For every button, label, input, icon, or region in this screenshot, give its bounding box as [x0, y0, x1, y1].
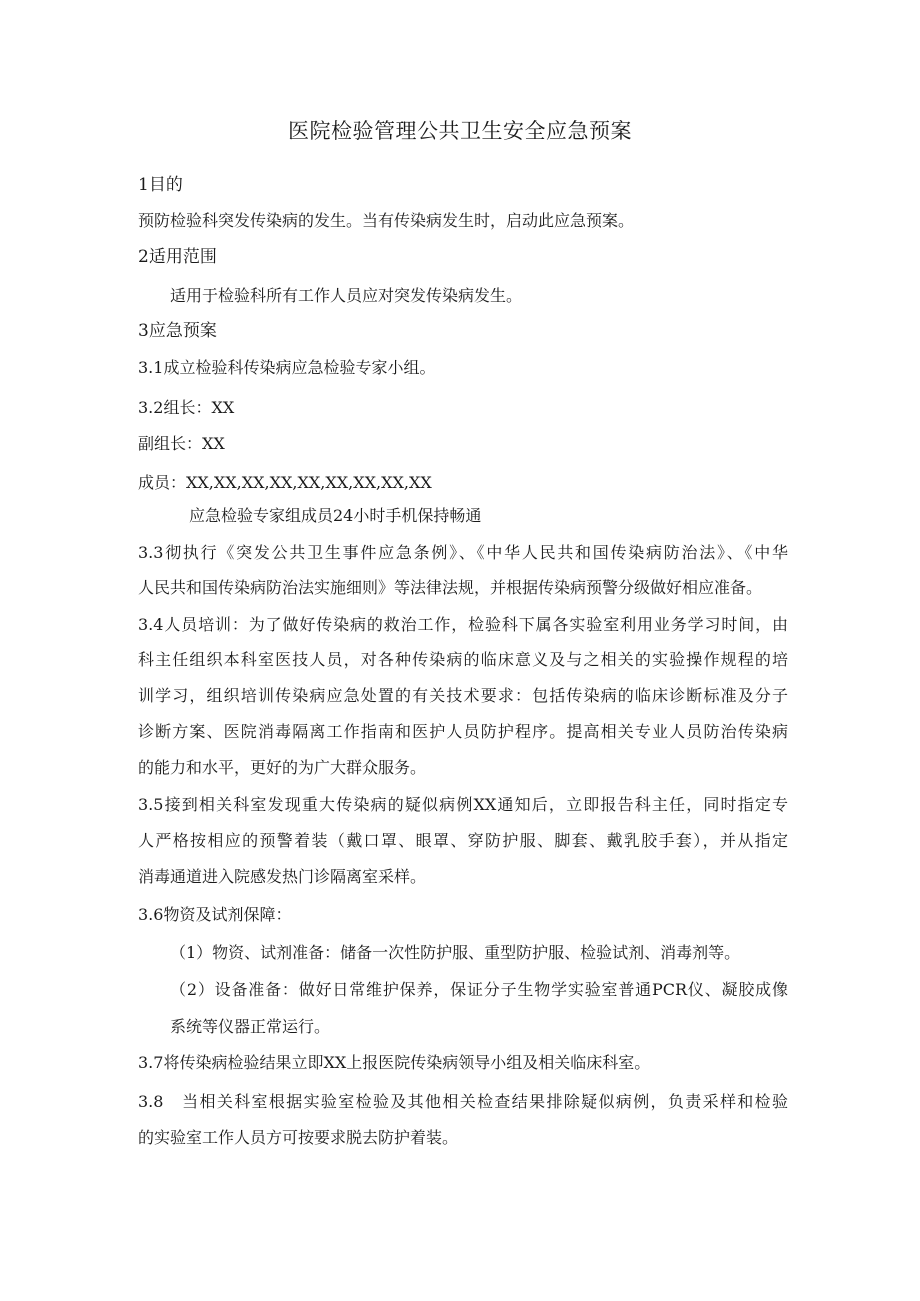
- members-line: 成员：XX,XX,XX,XX,XX,XX,XX,XX,XX: [138, 473, 432, 492]
- clause-3-2: 3.2组长：XX: [138, 398, 235, 417]
- clause-3-3-line: 人民共和国传染病防治法实施细则》等法律法规，并根据传染病预警分级做好相应准备。: [138, 578, 763, 597]
- clause-3-4-line: 科主任组织本科室医技人员，对各种传染病的临床意义及与之相关的实验操作规程的培: [138, 650, 788, 669]
- contact-note: 应急检验专家组成员24小时手机保持畅通: [189, 506, 482, 525]
- clause-3-4-line: 训学习，组织培训传染病应急处置的有关技术要求：包括传染病的临床诊断标准及分子: [138, 686, 788, 705]
- clause-3-5-line: 人严格按相应的预警着装（戴口罩、眼罩、穿防护服、脚套、戴乳胶手套），并从指定: [138, 831, 788, 850]
- section-heading-plan: 3应急预案: [138, 321, 217, 341]
- clause-3-1: 3.1成立检验科传染病应急检验专家小组。: [138, 358, 436, 377]
- clause-3-6-item-1: （1）物资、试剂准备：储备一次性防护服、重型防护服、检验试剂、消毒剂等。: [170, 943, 741, 962]
- clause-3-4-line: 3.4人员培训：为了做好传染病的救治工作，检验科下属各实验室利用业务学习时间，由: [138, 615, 788, 634]
- clause-3-8-line: 3.8 当相关科室根据实验室检验及其他相关检查结果排除疑似病例，负责采样和检验: [138, 1092, 788, 1111]
- clause-3-5-line: 消毒通道进入院感发热门诊隔离室采样。: [138, 867, 427, 886]
- section-heading-purpose: 1目的: [138, 175, 183, 195]
- clause-3-6-item-2-line: （2）设备准备：做好日常维护保养，保证分子生物学实验室普通PCR仪、凝胶成像: [170, 980, 788, 999]
- document-title: 医院检验管理公共卫生安全应急预案: [288, 119, 632, 143]
- clause-3-8-line: 的实验室工作人员方可按要求脱去防护着装。: [138, 1128, 459, 1147]
- clause-3-3-line: 3.3彻执行《突发公共卫生事件应急条例》、《中华人民共和国传染病防治法》、《中华: [138, 543, 788, 562]
- clause-3-7: 3.7将传染病检验结果立即XX上报医院传染病领导小组及相关临床科室。: [138, 1053, 651, 1072]
- paragraph-line: 适用于检验科所有工作人员应对突发传染病发生。: [170, 286, 523, 305]
- deputy-leader-line: 副组长：XX: [138, 434, 225, 453]
- clause-3-5-line: 3.5接到相关科室发现重大传染病的疑似病例XX通知后，立即报告科主任，同时指定专: [138, 795, 788, 814]
- clause-3-6-item-2-line: 系统等仪器正常运行。: [170, 1017, 331, 1036]
- paragraph-line: 预防检验科突发传染病的发生。当有传染病发生时，启动此应急预案。: [138, 211, 635, 230]
- section-heading-scope: 2适用范围: [138, 247, 217, 267]
- clause-3-6: 3.6物资及试剂保障：: [138, 905, 292, 924]
- clause-3-4-line: 诊断方案、医院消毒隔离工作指南和医护人员防护程序。提高相关专业人员防治传染病: [138, 722, 788, 741]
- clause-3-4-line: 的能力和水平，更好的为广大群众服务。: [138, 758, 427, 777]
